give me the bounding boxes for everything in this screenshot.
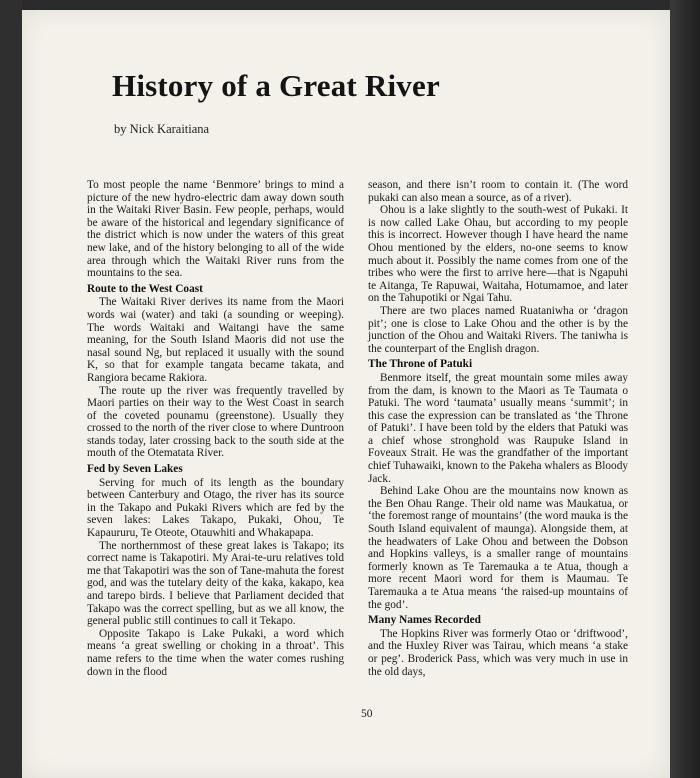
magazine-page: [22, 10, 670, 778]
paragraph: Ohou is a lake slightly to the south-west of Pukaki. It is now called Lake Ohau, but according to my people this is incorrect. However though I have heard the name Ohou mentioned by the elders, no-one seems to know much about it. Possibly the name comes from one of the tribes who were the first to arrive here—that is Ngapuhi te Aitanga, Te Rapuwai, Waitaha, Hotumamoe, and later on the Tahupotiki or Ngai Tahu.: [368, 204, 628, 305]
paragraph: Behind Lake Ohou are the mountains now known as the Ben Ohau Range. Their old name was Maukatua, or ‘the foremost range of mountains’ (the word mauka is the South Island equivalent of maunga). Alongside them, at the headwaters of Lake Ohou and between the Dobson and Hopkins valleys, is a smaller range of mountains formerly known as Te Taremauka a te Atua, though a more recent Maori word for them is Maumau. Te Taremauka a te Atua means ‘the raised-up mountains of the god’.: [368, 485, 628, 611]
section-heading: Many Names Recorded: [368, 614, 481, 627]
section-heading: Route to the West Coast: [87, 282, 203, 295]
section-heading: The Throne of Patuki: [368, 358, 473, 371]
paragraph: To most people the name ‘Benmore’ brings to mind a picture of the new hydro-electric dam away down south in the Waitaki River Basin. Few people, perhaps, would be aware of the historical and legendary significance of the district which is now under the waters of this great new lake, and of the history belonging to all of the wide area through which the Waitaki River runs from the mountains to the sea.: [87, 179, 344, 280]
paragraph: There are two places named Ruataniwha or ‘dragon pit’; one is close to Lake Ohou and the other is by the junction of the Ohou and Waitaki Rivers. The taniwha is the counterpart of the English dragon.: [368, 304, 628, 355]
paragraph: Benmore itself, the great mountain some miles away from the dam, is known to the Maori as Te Taumata o Patuki. The word ‘taumata’ usually means ‘summit’; in this case the expression can be translated as ‘the Throne of Patuki’. I have been told by the elders that Patuki was a chief whose stronghold was Raupuke Island in Foveaux Strait. He was the grandfather of the important chief Tuhawaiki, known to the Pakeha whalers as Bloody Jack.: [368, 371, 628, 485]
paragraph: season, and there isn’t room to contain it. (The word pukaki can also mean a source, as of a river).: [368, 179, 628, 204]
paragraph: Serving for much of its length as the boundary between Canterbury and Otago, the river has its source in the Takapo and Pukaki Rivers which are fed by the seven lakes: Lakes Takapo, Pukaki, Ohou, Te Kapaururu, Te Oteote, Otauwhiti and Whakapapa.: [87, 476, 344, 540]
text-column-right: [368, 179, 628, 678]
paragraph: Opposite Takapo is Lake Pukaki, a word which means ‘a great swelling or choking in a throat’. This name refers to the time when the water comes rushing down in the flood: [87, 627, 344, 678]
paragraph: The Hopkins River was formerly Otao or ‘driftwood’, and the Huxley River was Tairau, which means ‘a stake or peg’. Broderick Pass, which was very much in use in the old days,: [368, 627, 628, 678]
paragraph: The northernmost of these great lakes is Takapo; its correct name is Takapotiri. My Arai-te-uru relatives told me that Takapotiri was the son of Tane-mahuta the forest god, and was the tutelary deity of the kaka, kakapo, kea and tarepo birds. I believe that Parliament decided that Takapo was the correct spelling, but as we all know, the general public still continues to call it Tekapo.: [87, 539, 344, 628]
article-byline: by Nick Karaitiana: [114, 122, 210, 136]
article-title: History of a Great River: [112, 68, 440, 103]
text-column-left: [87, 179, 344, 678]
section-heading: Fed by Seven Lakes: [87, 463, 183, 476]
scan-right-edge: [670, 0, 700, 778]
page-number: 50: [361, 708, 373, 720]
paragraph: The Waitaki River derives its name from the Maori words wai (water) and taki (a sounding or weeping). The words Waitaki and Waitangi have the same meaning, for the South Island Maoris did not use the nasal sound Ng, but replaced it usually with the sound K, so that for example tangata became takata, and Rangiora became Rakiora.: [87, 296, 344, 384]
paragraph: The route up the river was frequently travelled by Maori parties on their way to the West Coast in search of the coveted pounamu (greenstone). Usually they crossed to the north of the river close to where Duntroon stands today, later crossing back to the south side at the mouth of the Otematata River.: [87, 384, 344, 460]
scan-left-margin: [0, 0, 22, 778]
